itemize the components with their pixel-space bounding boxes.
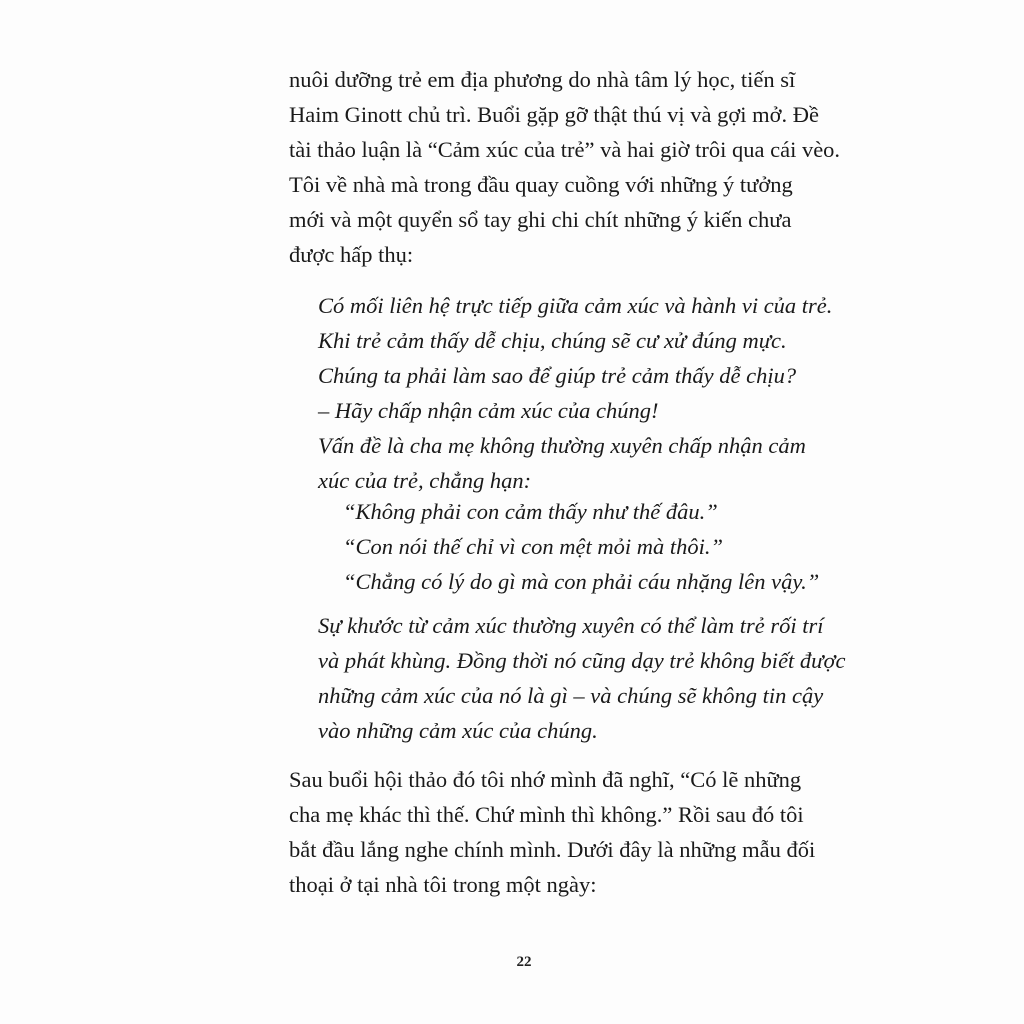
italic-line: Sự khước từ cảm xúc thường xuyên có thể làm trẻ rối trí (318, 613, 824, 638)
text-line: Tôi về nhà mà trong đầu quay cuồng với những ý tưởng (289, 172, 793, 197)
text-line: tài thảo luận là “Cảm xúc của trẻ” và hai giờ trôi qua cái vèo. (289, 137, 841, 162)
text-line: thoại ở tại nhà tôi trong một ngày: (289, 872, 597, 897)
text-line: nuôi dưỡng trẻ em địa phương do nhà tâm lý học, tiến sĩ (289, 67, 796, 92)
italic-line: Vấn đề là cha mẹ không thường xuyên chấp nhận cảm (318, 433, 806, 458)
quote-line: “Con nói thế chỉ vì con mệt mỏi mà thôi.” (343, 534, 723, 559)
after-paragraph (289, 762, 816, 902)
text-line: mới và một quyển sổ tay ghi chi chít những ý kiến chưa (289, 207, 792, 232)
italic-line: và phát khùng. Đồng thời nó cũng dạy trẻ không biết được (318, 648, 846, 673)
text-line: Haim Ginott chủ trì. Buổi gặp gỡ thật thú vị và gợi mở. Đề (289, 102, 820, 127)
italic-line: những cảm xúc của nó là gì – và chúng sẽ không tin cậy (318, 683, 824, 708)
italic-line: vào những cảm xúc của chúng. (318, 718, 598, 743)
intro-paragraph (289, 62, 841, 272)
notes-italic (318, 288, 833, 498)
italic-line: Khi trẻ cảm thấy dễ chịu, chúng sẽ cư xử đúng mực. (318, 328, 787, 353)
italic-line: Chúng ta phải làm sao để giúp trẻ cảm thấy dễ chịu? (318, 363, 797, 388)
quote-line: “Không phải con cảm thấy như thế đâu.” (343, 499, 718, 524)
italic-line: xúc của trẻ, chẳng hạn: (318, 468, 532, 493)
text-line: Sau buổi hội thảo đó tôi nhớ mình đã nghĩ, “Có lẽ những (289, 767, 802, 792)
italic-line: – Hãy chấp nhận cảm xúc của chúng! (318, 398, 659, 423)
page-number: 22 (516, 954, 532, 970)
text-line: bắt đầu lắng nghe chính mình. Dưới đây là những mẫu đối (289, 837, 816, 862)
consequence-italic (318, 608, 846, 748)
text-line: cha mẹ khác thì thế. Chứ mình thì không.” Rồi sau đó tôi (289, 802, 804, 827)
text-line: được hấp thụ: (289, 242, 414, 267)
italic-line: Có mối liên hệ trực tiếp giữa cảm xúc và hành vi của trẻ. (318, 293, 833, 318)
quote-examples (343, 494, 820, 599)
quote-line: “Chẳng có lý do gì mà con phải cáu nhặng lên vậy.” (343, 569, 820, 594)
